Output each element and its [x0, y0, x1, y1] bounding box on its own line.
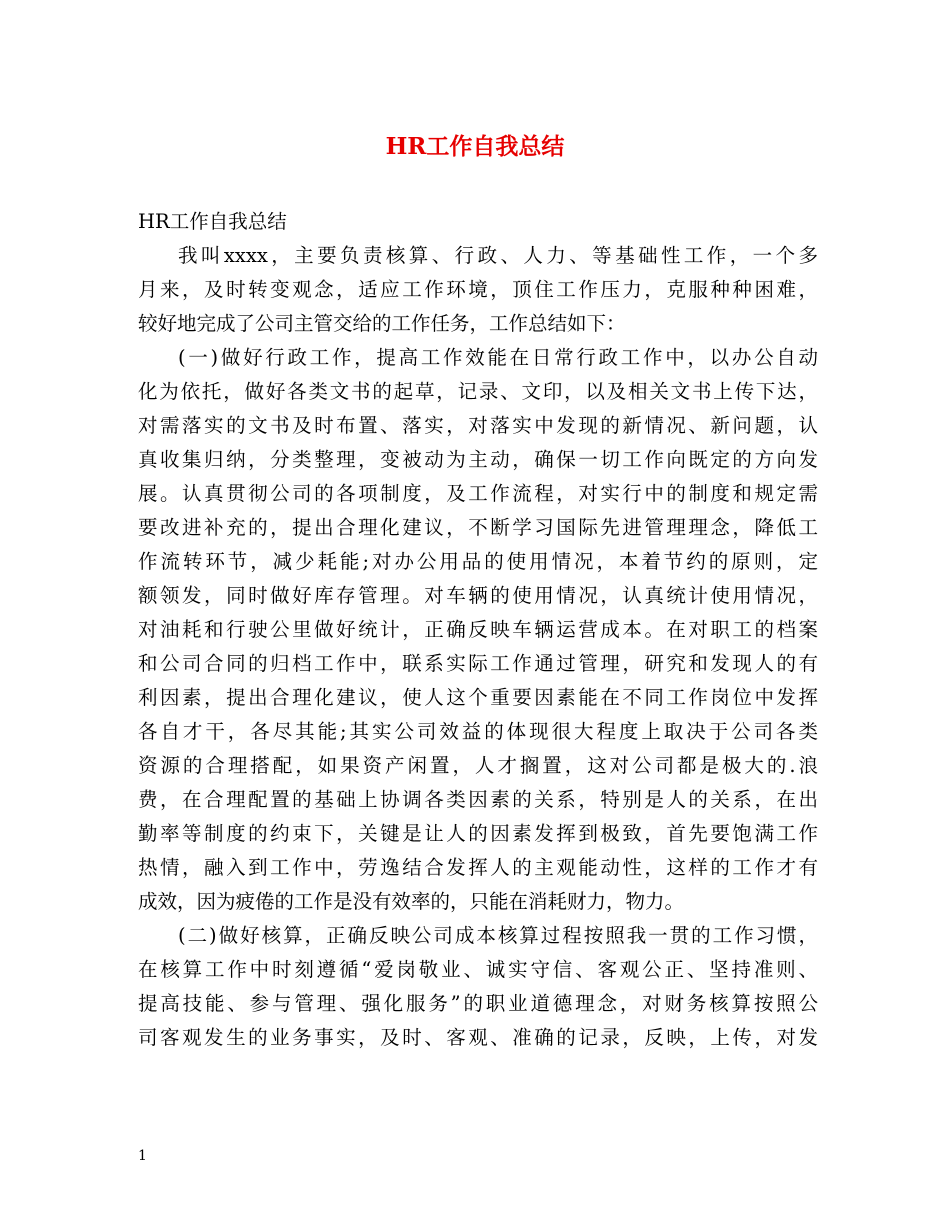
paragraph-line: 提高技能、参与管理、强化服务”的职业道德理念，对财务核算按照公	[138, 992, 818, 1015]
paragraph-line: 我叫xxxx，主要负责核算、行政、人力、等基础性工作，一个多	[178, 244, 818, 267]
paragraph-line: 各自才干，各尽其能;其实公司效益的体现很大程度上取决于公司各类	[138, 720, 818, 743]
paragraph-accounting-work	[138, 919, 818, 1055]
paragraph-line: 作流转环节，减少耗能;对办公用品的使用情况，本着节约的原则，定	[138, 550, 818, 573]
document-title: HR工作自我总结	[385, 133, 565, 160]
paragraph-line: 资源的合理搭配，如果资产闲置，人才搁置，这对公司都是极大的.浪	[138, 754, 818, 777]
paragraph-line: (二)做好核算，正确反映公司成本核算过程按照我一贯的工作习惯，	[178, 924, 818, 947]
paragraph-line: 对需落实的文书及时布置、落实，对落实中发现的新情况、新问题，认	[138, 414, 818, 437]
paragraph-line: 要改进补充的，提出合理化建议，不断学习国际先进管理理念，降低工	[138, 516, 818, 539]
paragraph-line: 勤率等制度的约束下，关键是让人的因素发挥到极致，首先要饱满工作	[138, 822, 818, 845]
paragraph-line: 月来，及时转变观念，适应工作环境，顶住工作压力，克服种种困难，	[138, 278, 818, 301]
document-subtitle: HR工作自我总结	[138, 210, 287, 233]
paragraph-intro	[138, 239, 818, 341]
page-number: 1	[138, 1148, 147, 1164]
paragraph-line: (一)做好行政工作，提高工作效能在日常行政工作中，以办公自动	[178, 346, 818, 369]
paragraph-line: 对油耗和行驶公里做好统计，正确反映车辆运营成本。在对职工的档案	[138, 618, 818, 641]
paragraph-admin-work	[138, 341, 818, 919]
paragraph-line: 成效，因为疲倦的工作是没有效率的，只能在消耗财力，物力。	[138, 890, 685, 913]
paragraph-line: 司客观发生的业务事实，及时、客观、准确的记录，反映，上传，对发	[138, 1026, 818, 1049]
paragraph-line: 较好地完成了公司主管交给的工作任务，工作总结如下：	[138, 312, 626, 335]
paragraph-line: 热情，融入到工作中，劳逸结合发挥人的主观能动性，这样的工作才有	[138, 856, 818, 879]
paragraph-line: 利因素，提出合理化建议，使人这个重要因素能在不同工作岗位中发挥	[138, 686, 818, 709]
paragraph-line: 展。认真贯彻公司的各项制度，及工作流程，对实行中的制度和规定需	[138, 482, 818, 505]
paragraph-line: 在核算工作中时刻遵循“爱岗敬业、诚实守信、客观公正、坚持准则、	[138, 958, 818, 981]
paragraph-line: 额领发，同时做好库存管理。对车辆的使用情况，认真统计使用情况，	[138, 584, 818, 607]
paragraph-line: 费，在合理配置的基础上协调各类因素的关系，特别是人的关系，在出	[138, 788, 818, 811]
paragraph-line: 和公司合同的归档工作中，联系实际工作通过管理，研究和发现人的有	[138, 652, 818, 675]
paragraph-line: 真收集归纳，分类整理，变被动为主动，确保一切工作向既定的方向发	[138, 448, 818, 471]
paragraph-line: 化为依托，做好各类文书的起草，记录、文印，以及相关文书上传下达，	[138, 380, 818, 403]
